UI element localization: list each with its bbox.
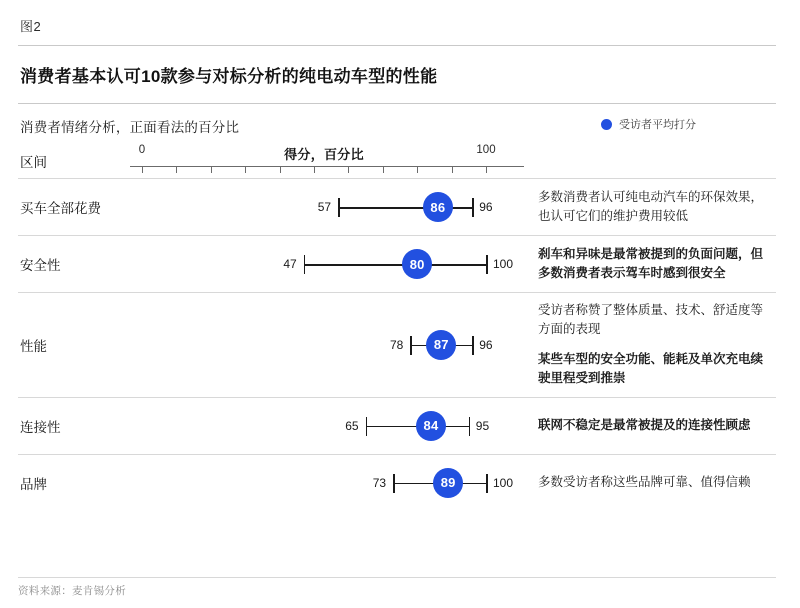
range-low-value: 57 bbox=[317, 200, 332, 214]
row-annotation bbox=[524, 236, 776, 292]
chart-area bbox=[18, 144, 776, 511]
range-low-cap bbox=[393, 474, 395, 493]
axis-tick bbox=[142, 166, 143, 173]
row-annotation bbox=[524, 398, 776, 454]
row-category-label: 安全性 bbox=[20, 258, 61, 273]
axis-tick bbox=[348, 166, 349, 173]
range-indicator bbox=[130, 249, 524, 279]
legend-dot-icon bbox=[601, 119, 612, 130]
range-line bbox=[304, 264, 486, 266]
axis-tick bbox=[280, 166, 281, 173]
row-plot bbox=[130, 236, 524, 292]
figure-label: 图2 bbox=[20, 19, 42, 34]
range-low-value: 73 bbox=[372, 475, 387, 490]
axis-note-spacer bbox=[524, 144, 776, 178]
x-axis bbox=[130, 144, 524, 178]
legend bbox=[601, 116, 696, 132]
range-low-cap bbox=[304, 255, 306, 274]
annotation-paragraph: 刹车和异味是最常被提到的负面问题，但多数消费者表示驾车时感到很安全 bbox=[538, 246, 764, 280]
range-indicator bbox=[130, 411, 524, 441]
axis-tick bbox=[417, 166, 418, 173]
row-plot bbox=[130, 179, 524, 235]
axis-tick bbox=[211, 166, 212, 173]
axis-title: 得分，百分比 bbox=[284, 147, 364, 162]
chart-row bbox=[18, 292, 776, 397]
range-low-cap bbox=[338, 198, 340, 217]
axis-min-label: 0 bbox=[138, 144, 146, 156]
chart-row bbox=[18, 235, 776, 292]
row-plot bbox=[130, 455, 524, 511]
row-annotation bbox=[524, 455, 776, 511]
average-score-bubble: 84 bbox=[416, 411, 446, 441]
annotation-paragraph: 受访者称赞了整体质量、技术、舒适度等方面的表现 bbox=[538, 303, 764, 337]
average-score-bubble: 86 bbox=[423, 192, 453, 222]
range-low-cap bbox=[410, 336, 412, 355]
range-high-value: 96 bbox=[479, 337, 493, 352]
axis-plot bbox=[130, 144, 524, 178]
chart-row bbox=[18, 454, 776, 511]
range-indicator bbox=[130, 192, 524, 222]
row-plot bbox=[130, 398, 524, 454]
title-divider bbox=[18, 103, 776, 104]
range-high-value: 100 bbox=[493, 257, 514, 271]
range-high-value: 100 bbox=[493, 475, 514, 490]
row-category-label: 连接性 bbox=[20, 419, 61, 435]
row-category-label: 买车全部花费 bbox=[20, 201, 101, 216]
row-plot bbox=[130, 293, 524, 397]
average-score-bubble: 80 bbox=[402, 249, 432, 279]
axis-tick bbox=[314, 166, 315, 173]
axis-max-label: 100 bbox=[476, 144, 496, 156]
range-high-value: 96 bbox=[479, 200, 493, 214]
page-title: 消费者基本认可10款参与对标分析的纯电动车型的性能 bbox=[20, 67, 438, 86]
row-annotation bbox=[524, 179, 776, 235]
legend-label: 受访者平均打分 bbox=[619, 119, 696, 131]
average-score-bubble: 87 bbox=[426, 330, 456, 360]
average-score-bubble: 89 bbox=[433, 468, 463, 498]
annotation-paragraph: 某些车型的安全功能、能耗及单次充电续驶里程受到推崇 bbox=[538, 351, 764, 386]
axis-tick bbox=[245, 166, 246, 173]
axis-tick bbox=[176, 166, 177, 173]
row-category-label: 品牌 bbox=[20, 476, 47, 492]
axis-row-label: 区间 bbox=[20, 155, 47, 170]
range-indicator bbox=[130, 330, 524, 360]
axis-line bbox=[130, 166, 524, 167]
axis-tick bbox=[486, 166, 487, 173]
chart-rows bbox=[18, 178, 776, 511]
range-low-value: 65 bbox=[345, 418, 359, 433]
chart-row bbox=[18, 397, 776, 454]
range-indicator bbox=[130, 468, 524, 498]
row-annotation bbox=[524, 293, 776, 397]
annotation-paragraph: 多数受访者称这些品牌可靠、值得信赖 bbox=[538, 474, 751, 489]
axis-row bbox=[18, 144, 776, 178]
range-high-value: 95 bbox=[475, 418, 490, 433]
annotation-paragraph: 联网不稳定是最常被提及的连接性顾虑 bbox=[538, 417, 751, 432]
range-low-value: 78 bbox=[389, 337, 404, 352]
axis-tick bbox=[383, 166, 384, 173]
row-category-label: 性能 bbox=[20, 338, 47, 354]
range-low-cap bbox=[366, 417, 368, 436]
chart-subhead: 消费者情绪分析，正面看法的百分比 bbox=[20, 120, 240, 135]
top-divider bbox=[18, 45, 776, 46]
chart-row bbox=[18, 178, 776, 235]
bottom-divider bbox=[18, 577, 776, 578]
range-low-value: 47 bbox=[283, 257, 297, 271]
subhead-row bbox=[20, 116, 774, 136]
annotation-paragraph: 多数消费者认可纯电动汽车的环保效果，也认可它们的维护费用较低 bbox=[538, 189, 764, 223]
axis-tick bbox=[452, 166, 453, 173]
source-note: 资料来源：麦肯锡分析 bbox=[18, 585, 126, 597]
